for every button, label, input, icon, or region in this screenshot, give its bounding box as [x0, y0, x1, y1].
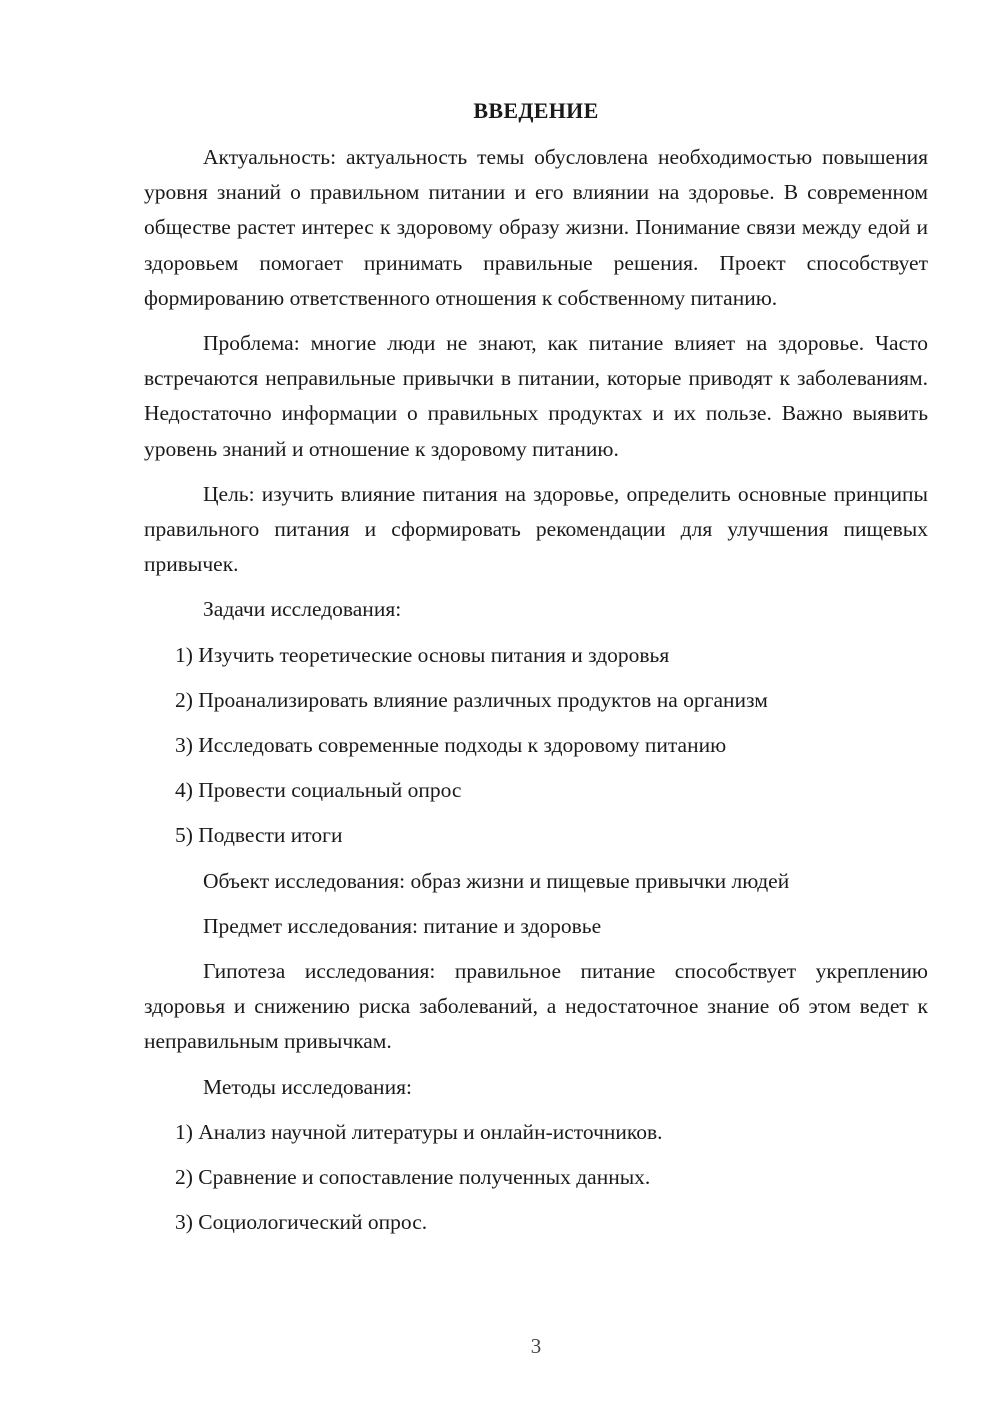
tasks-heading: Задачи исследования: — [203, 597, 402, 622]
method-item: 2) Сравнение и сопоставление полученных данных. — [175, 1165, 651, 1190]
hypothesis-paragraph: Гипотеза исследования: правильное питание способствует укреплению здоровья и снижению риска заболеваний, а недостаточное знание об этом ведет к неправильным привычкам. — [144, 959, 928, 1054]
methods-list — [144, 1115, 928, 1241]
research-object: Объект исследования: образ жизни и пищевые привычки людей — [203, 868, 790, 893]
document-page — [144, 94, 928, 1250]
page-title: ВВЕДЕНИЕ — [473, 98, 599, 123]
page-number: 3 — [530, 1334, 542, 1358]
task-item: 5) Подвести итоги — [175, 823, 343, 848]
method-item: 1) Анализ научной литературы и онлайн-источников. — [175, 1119, 663, 1144]
method-item: 3) Социологический опрос. — [175, 1210, 428, 1235]
task-item: 3) Исследовать современные подходы к здоровому питанию — [175, 733, 727, 758]
goal-paragraph: Цель: изучить влияние питания на здоровье, определить основные принципы правильного питания и сформировать рекомендации для улучшения пищевых привычек. — [144, 481, 928, 577]
tasks-list — [144, 638, 928, 854]
task-item: 4) Провести социальный опрос — [175, 778, 462, 803]
task-item: 1) Изучить теоретические основы питания и здоровья — [175, 642, 670, 667]
actuality-paragraph: Актуальность: актуальность темы обусловлена необходимостью повышения уровня знаний о правильном питании и его влиянии на здоровье. В современном обществе растет интерес к здоровому образу жизни. Понимание связи между едой и здоровьем помогает принимать правильные решения. Проект способствует формированию ответственного отношения к собственному питанию. — [144, 145, 928, 310]
problem-paragraph: Проблема: многие люди не знают, как питание влияет на здоровье. Часто встречаются неправильные привычки в питании, которые приводят к заболеваниям. Недостаточно информации о правильных продуктах и их пользе. Важно выявить уровень знаний и отношение к здоровому питанию. — [144, 331, 928, 461]
methods-heading: Методы исследования: — [203, 1074, 412, 1099]
research-subject: Предмет исследования: питание и здоровье — [203, 913, 602, 938]
task-item: 2) Проанализировать влияние различных продуктов на организм — [175, 687, 768, 712]
